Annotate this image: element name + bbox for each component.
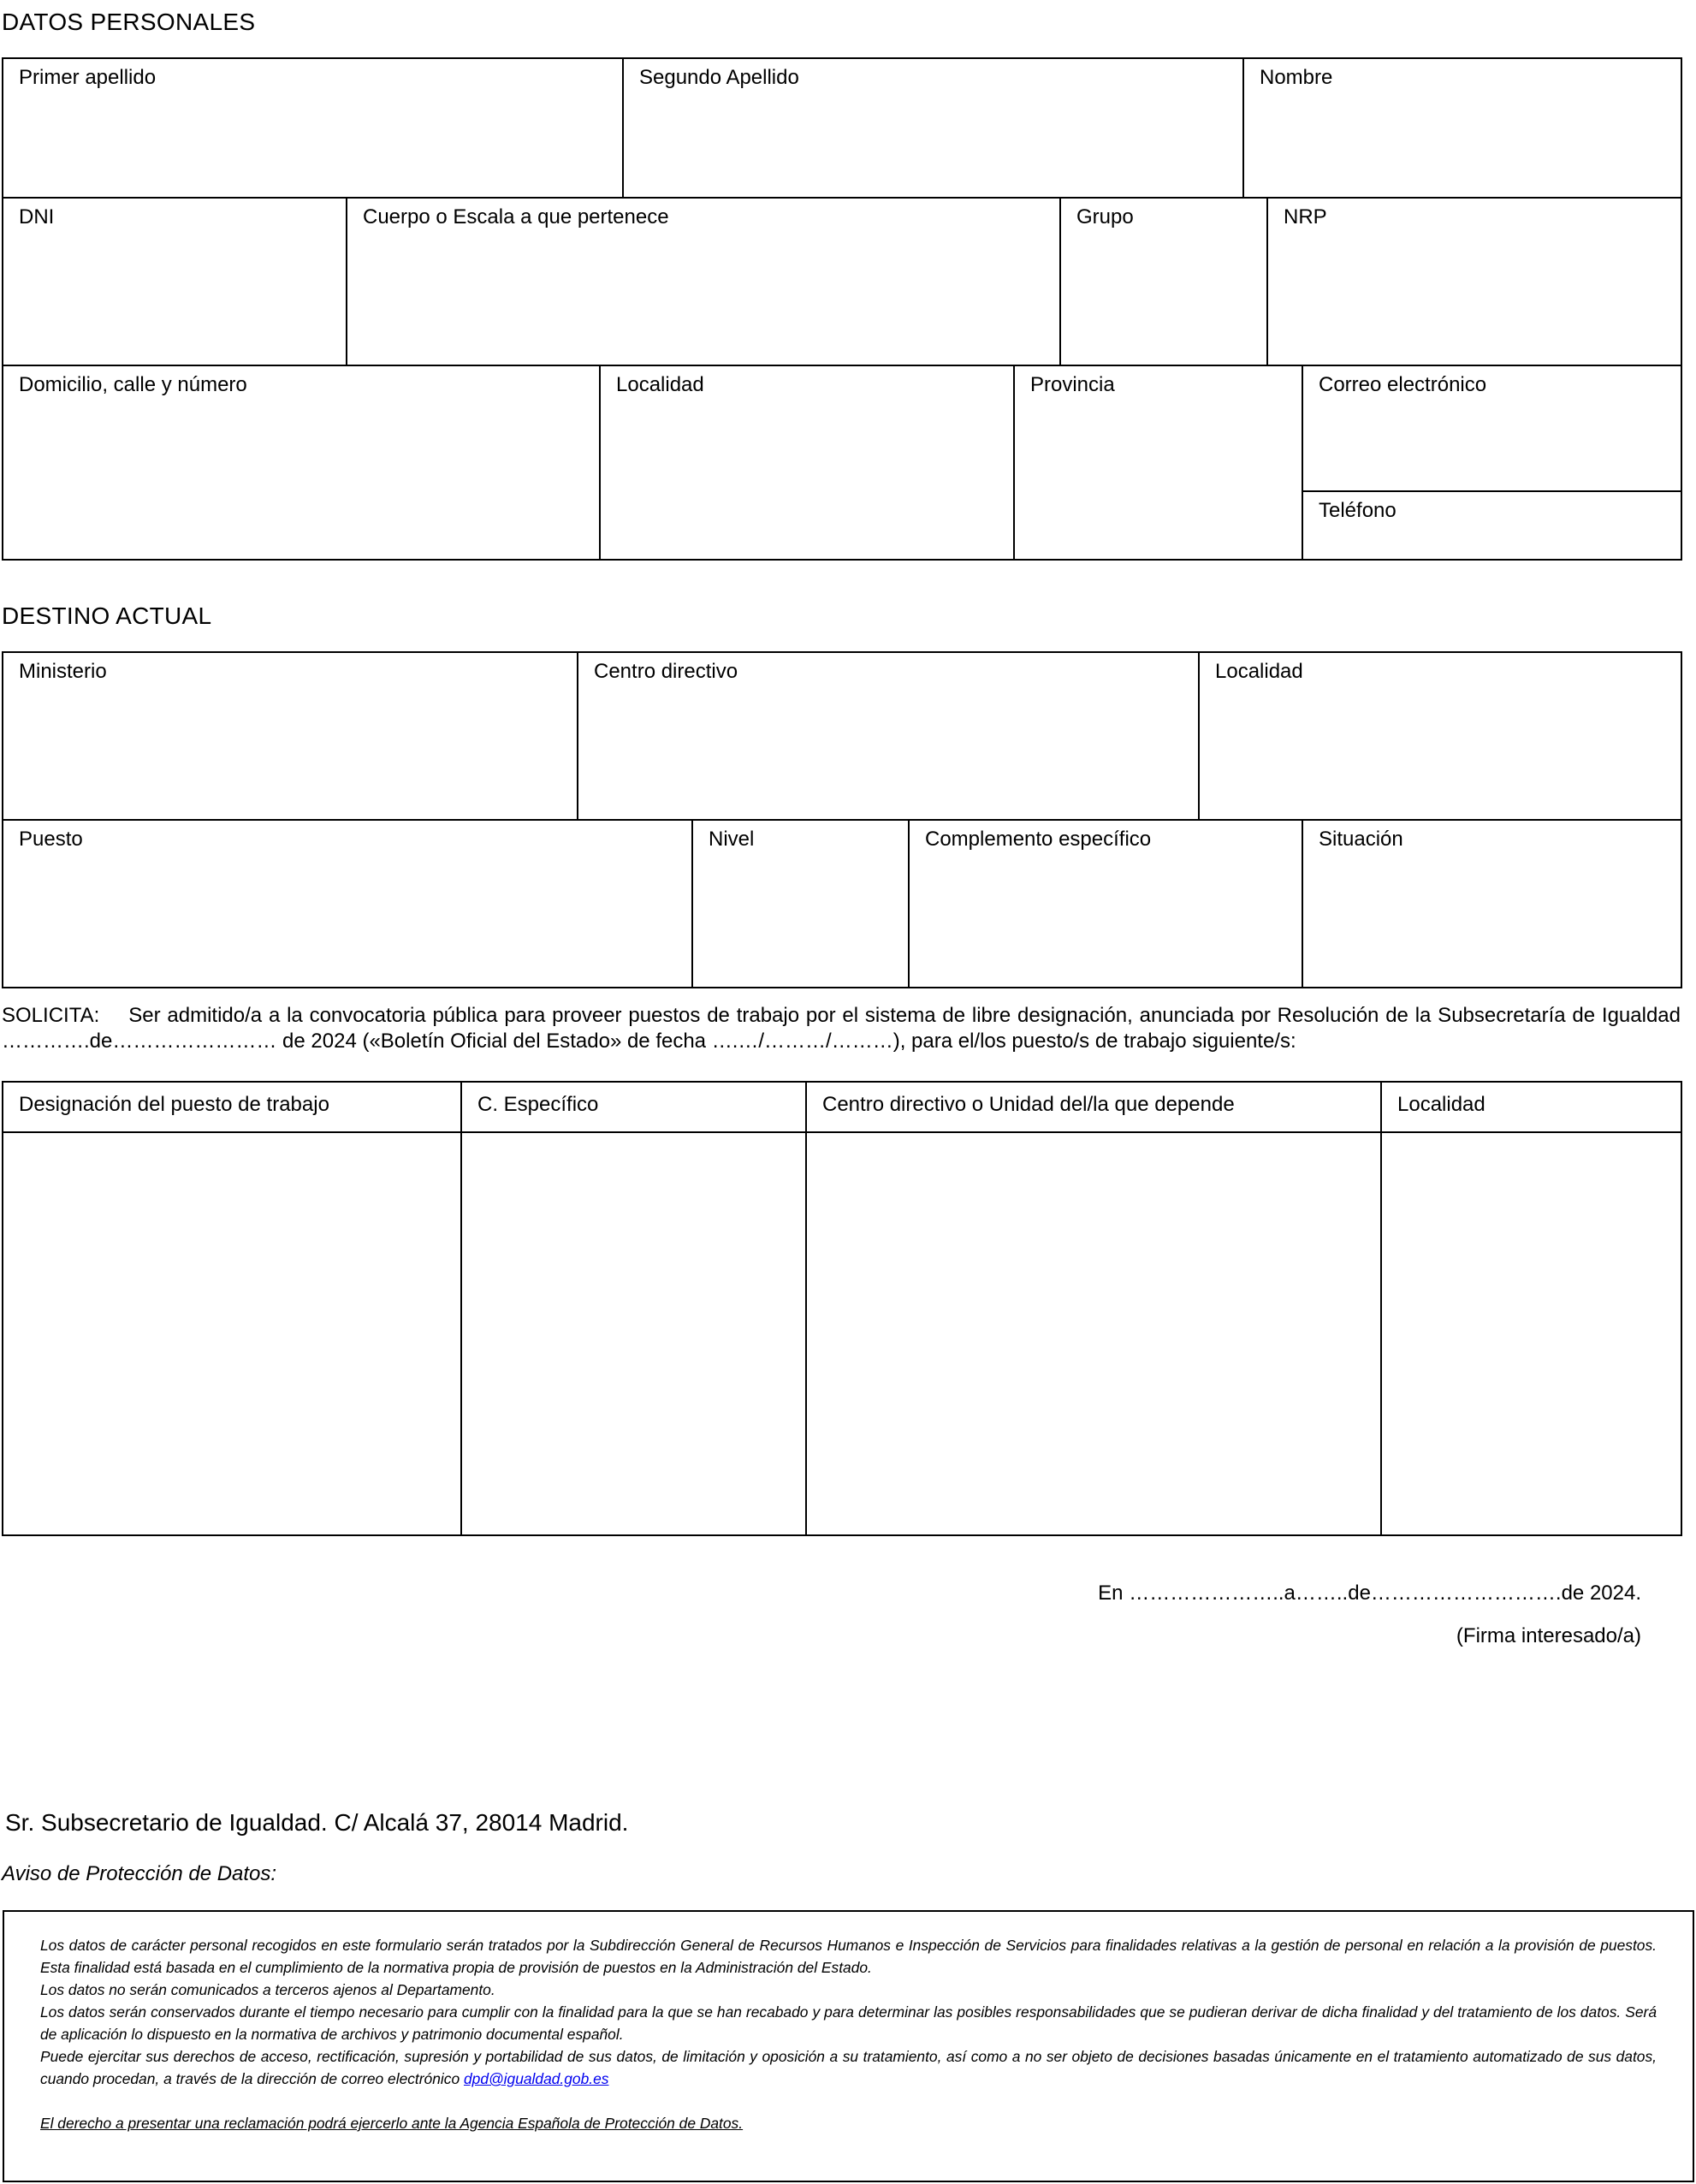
solicita-text: Ser admitido/a a la convocatoria pública para proveer puestos de trabajo por el sistema de libre designación, anunciada por Resolución de la Subsecretaría de Igualdad ………….de…………………… de 2024 («Boletín Oficial del Estado» de fecha ….…/………/………), para el/los puesto/s de trabajo siguiente/s: bbox=[2, 1004, 1681, 1053]
field-segundo-apellido[interactable] bbox=[622, 57, 1244, 199]
field-label: Primer apellido bbox=[19, 66, 157, 89]
table-header-centro-directivo bbox=[805, 1081, 1382, 1133]
field-situacion[interactable] bbox=[1302, 819, 1682, 988]
firma-label: (Firma interesado/a) bbox=[1456, 1624, 1641, 1647]
solicita-paragraph bbox=[2, 1003, 1681, 1054]
solicita-label: SOLICITA: bbox=[2, 1004, 100, 1027]
field-centro-directivo[interactable] bbox=[577, 651, 1200, 821]
field-label: Correo electrónico bbox=[1319, 373, 1487, 396]
table-cell-c-especifico[interactable] bbox=[460, 1131, 807, 1536]
aviso-derechos-text: Puede ejercitar sus derechos de acceso, rectificación, supresión y portabilidad de sus datos, de limitación y oposición a su tratamiento, así como a no ser objeto de decisiones basadas únicamente en el tratamiento automatizado de sus datos, cuando procedan, a través de la dirección de correo electrónico bbox=[40, 2048, 1657, 2087]
field-ministerio[interactable] bbox=[2, 651, 578, 821]
table-cell-designacion[interactable] bbox=[2, 1131, 462, 1536]
destinatario: Sr. Subsecretario de Igualdad. C/ Alcalá 37, 28014 Madrid. bbox=[5, 1809, 629, 1836]
field-dni[interactable] bbox=[2, 197, 347, 366]
field-label: Segundo Apellido bbox=[639, 66, 799, 89]
email-link[interactable]: dpd@igualdad.gob.es bbox=[463, 2070, 609, 2087]
field-label: Situación bbox=[1319, 828, 1403, 851]
field-nombre[interactable] bbox=[1242, 57, 1682, 199]
field-label: NRP bbox=[1284, 205, 1327, 228]
field-label: Provincia bbox=[1030, 373, 1115, 396]
field-puesto[interactable] bbox=[2, 819, 693, 988]
field-localidad-destino[interactable] bbox=[1198, 651, 1682, 821]
table-cell-localidad[interactable] bbox=[1380, 1131, 1682, 1536]
field-label: Localidad bbox=[616, 373, 704, 396]
field-localidad[interactable] bbox=[599, 365, 1015, 561]
field-nivel[interactable] bbox=[691, 819, 910, 988]
aviso-paragraph-2: Los datos no serán comunicados a terceros ajenos al Departamento. bbox=[40, 1981, 495, 1998]
field-label: Ministerio bbox=[19, 660, 107, 683]
field-cuerpo-escala[interactable] bbox=[346, 197, 1061, 366]
field-correo-electronico[interactable] bbox=[1302, 365, 1682, 492]
section-title-datos-personales: DATOS PERSONALES bbox=[2, 9, 256, 35]
column-header: C. Específico bbox=[477, 1093, 599, 1116]
aviso-paragraph-4 bbox=[40, 2045, 1657, 2090]
field-label: Cuerpo o Escala a que pertenece bbox=[363, 205, 669, 228]
column-header: Designación del puesto de trabajo bbox=[19, 1093, 329, 1116]
field-telefono[interactable] bbox=[1302, 490, 1682, 561]
field-label: Teléfono bbox=[1319, 499, 1397, 522]
aviso-box bbox=[3, 1910, 1694, 2182]
aviso-paragraph-3: Los datos serán conservados durante el tiempo necesario para cumplir con la finalidad para la que se han recabado y para determinar las posibles responsabilidades que se pudieran derivar de dicha finalidad y del tratamiento de los datos. Será de aplicación lo dispuesto en la normativa de archivos y patrimonio documental español. bbox=[40, 2003, 1657, 2043]
aviso-paragraph-5: El derecho a presentar una reclamación podrá ejercerlo ante la Agencia Española de Protección de Datos. bbox=[40, 2115, 744, 2132]
field-label: Localidad bbox=[1215, 660, 1303, 683]
fecha-line: En …………………..a……..de……………………….de 2024. bbox=[1098, 1582, 1641, 1605]
field-label: Grupo bbox=[1076, 205, 1134, 228]
table-header-designacion bbox=[2, 1081, 462, 1133]
column-header: Centro directivo o Unidad del/la que depende bbox=[822, 1093, 1235, 1116]
field-label: Centro directivo bbox=[594, 660, 738, 683]
field-grupo[interactable] bbox=[1059, 197, 1268, 366]
field-domicilio[interactable] bbox=[2, 365, 601, 561]
aviso-paragraph-1: Los datos de carácter personal recogidos en este formulario serán tratados por la Subdirección General de Recursos Humanos e Inspección de Servicios para finalidades relativas a la gestión de personal en relación a la provisión de puestos. Esta finalidad está basada en el cumplimiento de la normativa propia de provisión de puestos en la Administración del Estado. bbox=[40, 1937, 1657, 1976]
table-header-localidad bbox=[1380, 1081, 1682, 1133]
field-label: Complemento específico bbox=[925, 828, 1152, 851]
field-label: DNI bbox=[19, 205, 55, 228]
field-provincia[interactable] bbox=[1013, 365, 1303, 561]
aviso-title: Aviso de Protección de Datos: bbox=[2, 1862, 277, 1885]
field-complemento-especifico[interactable] bbox=[908, 819, 1303, 988]
field-label: Nombre bbox=[1260, 66, 1333, 89]
field-nrp[interactable] bbox=[1266, 197, 1682, 366]
table-cell-centro-directivo[interactable] bbox=[805, 1131, 1382, 1536]
field-label: Puesto bbox=[19, 828, 83, 851]
field-label: Nivel bbox=[709, 828, 755, 851]
table-header-c-especifico bbox=[460, 1081, 807, 1133]
field-primer-apellido[interactable] bbox=[2, 57, 624, 199]
field-label: Domicilio, calle y número bbox=[19, 373, 247, 396]
column-header: Localidad bbox=[1397, 1093, 1485, 1116]
section-title-destino-actual: DESTINO ACTUAL bbox=[2, 602, 212, 629]
